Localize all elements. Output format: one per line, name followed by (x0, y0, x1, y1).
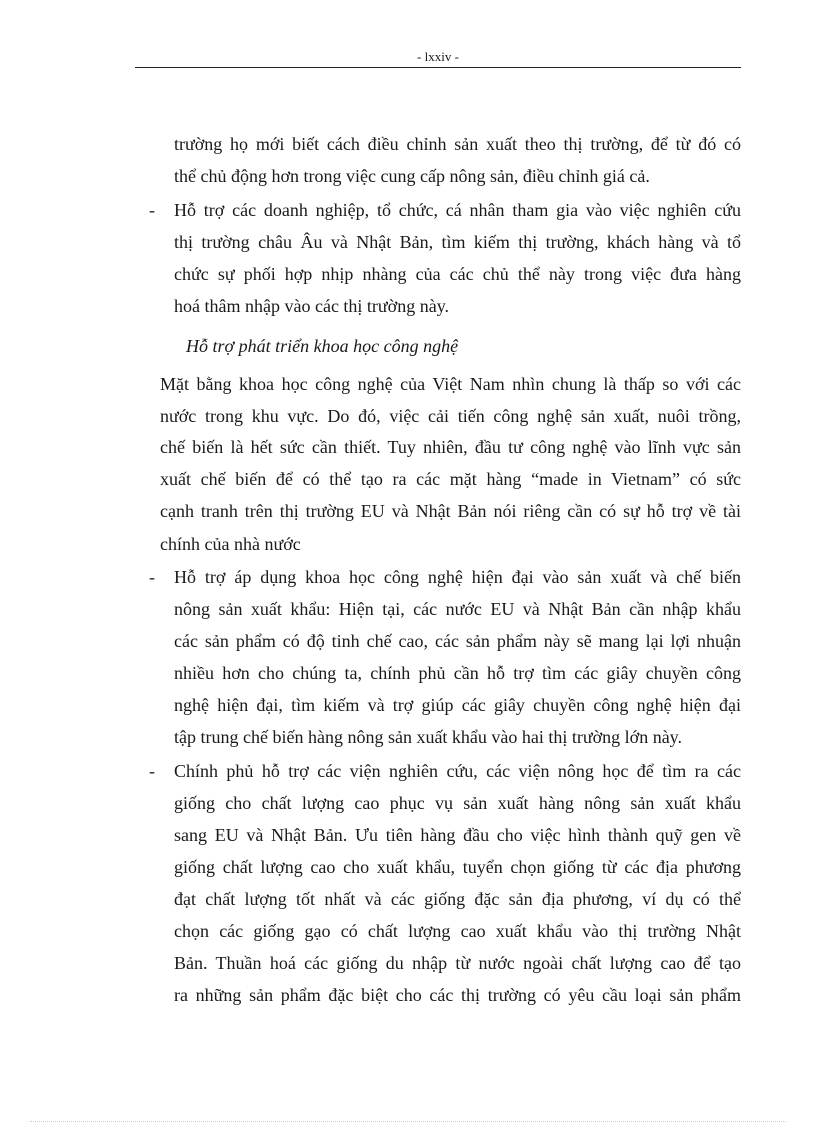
section-heading: Hỗ trợ phát triển khoa học công nghệ (186, 336, 459, 356)
text-line: hoá thâm nhập vào các thị trường này. (174, 296, 450, 316)
text-line: các sản phẩm có độ tinh chế cao, các sản phẩm này sẽ mang lại lợi nhuận (174, 631, 741, 651)
text-line: Bản. Thuần hoá các giống du nhập từ nước ngoài chất lượng cao để tạo (174, 953, 741, 973)
bullet-marker: - (149, 200, 155, 220)
text-line: đạt chất lượng tốt nhất và các giống đặc sản địa phương, ví dụ có thể (174, 889, 741, 909)
text-line: xuất chế biến để có thể tạo ra các mặt hàng “made in Vietnam” có sức (160, 469, 741, 489)
page-number: - lxxiv - (417, 49, 459, 64)
text-line: nông sản xuất khẩu: Hiện tại, các nước EU và Nhật Bản cần nhập khẩu (174, 599, 741, 619)
bullet-marker: - (149, 761, 155, 781)
text-line: nghệ hiện đại, tìm kiếm và trợ giúp các giây chuyền công nghệ hiện đại (174, 695, 741, 715)
text-line: giống chất lượng cao cho xuất khẩu, tuyển chọn giống từ các địa phương (174, 857, 741, 877)
header-rule (135, 67, 741, 68)
text-line: trường họ mới biết cách điều chỉnh sản xuất theo thị trường, để từ đó có (174, 134, 741, 154)
page-bottom-border (30, 1121, 786, 1122)
text-line: chức sự phối hợp nhịp nhàng của các chủ thể này trong việc đưa hàng (174, 264, 741, 284)
text-line: sang EU và Nhật Bản. Ưu tiên hàng đầu cho việc hình thành quỹ gen về (174, 825, 741, 845)
text-line: Chính phủ hỗ trợ các viện nghiên cứu, các viện nông học để tìm ra các (174, 761, 741, 781)
text-line: chế biến là hết sức cần thiết. Tuy nhiên, đầu tư công nghệ vào lĩnh vực sản (160, 437, 741, 457)
text-line: Mặt bằng khoa học công nghệ của Việt Nam nhìn chung là thấp so với các (160, 374, 741, 394)
text-line: cạnh tranh trên thị trường EU và Nhật Bản nói riêng cần có sự hỗ trợ về tài (160, 501, 741, 521)
text-line: tập trung chế biến hàng nông sản xuất khẩu vào hai thị trường lớn này. (174, 727, 683, 747)
text-line: Hỗ trợ các doanh nghiệp, tổ chức, cá nhân tham gia vào việc nghiên cứu (174, 200, 741, 220)
text-line: chính của nhà nước (160, 534, 301, 554)
text-line: thể chủ động hơn trong việc cung cấp nông sản, điều chỉnh giá cả. (174, 166, 650, 186)
text-line: chọn các giống gạo có chất lượng cao xuất khẩu vào thị trường Nhật (174, 921, 741, 941)
bullet-marker: - (149, 567, 155, 587)
text-line: Hỗ trợ áp dụng khoa học công nghệ hiện đại vào sản xuất và chế biến (174, 567, 741, 587)
text-line: nhiều hơn cho chúng ta, chính phủ cần hỗ trợ tìm các giây chuyền công (174, 663, 741, 683)
text-line: giống cho chất lượng cao phục vụ sản xuất hàng nông sản xuất khẩu (174, 793, 741, 813)
text-line: ra những sản phẩm đặc biệt cho các thị trường có yêu cầu loại sản phẩm (174, 985, 741, 1005)
text-line: thị trường châu Âu và Nhật Bản, tìm kiếm thị trường, khách hàng và tổ (174, 232, 741, 252)
text-line: nước trong khu vực. Do đó, việc cải tiến công nghệ sản xuất, nuôi trồng, (160, 406, 741, 426)
